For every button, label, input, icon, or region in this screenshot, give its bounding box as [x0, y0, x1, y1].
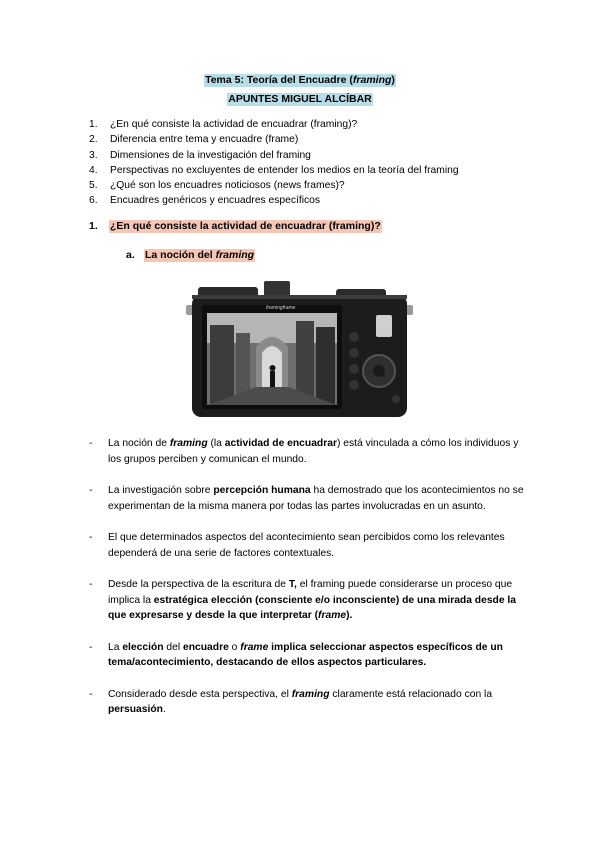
bullet-item: - Desde la perspectiva de la escritura de T, el framing puede considerarse un proceso que implica la estratégica elección (consciente e/o inconsciente) de una mirada desde la que expresarse y desde la que interpretar (frame). [89, 579, 517, 621]
table-of-contents [89, 117, 529, 209]
camera-screen-label: framingframe [266, 305, 296, 311]
bullet-list [89, 436, 525, 718]
section-heading-1: 1. ¿En qué consiste la actividad de encuadrar (framing)? [89, 220, 381, 232]
toc-item: 3. Dimensiones de la investigación del framing [89, 149, 311, 161]
bullet-item: - Considerado desde esta perspectiva, el framing claramente está relacionado con la persuasión. [89, 688, 493, 715]
toc-item: 6. Encuadres genéricos y encuadres específicos [89, 195, 321, 207]
toc-item: 1. ¿En qué consiste la actividad de encuadrar (framing)? [89, 119, 358, 130]
bullet-item: - El que determinados aspectos del acontecimiento sean percibidos como los relevantes dependerá de una serie de factores contextuales. [89, 532, 505, 559]
document-title [0, 70, 600, 108]
title-line-1: Tema 5: Teoría del Encuadre (framing) [205, 74, 395, 86]
bullet-item: - La elección del encuadre o frame implica seleccionar aspectos específicos de un tema/acontecimiento, destacando de ellos aspectos particulares. [89, 641, 503, 668]
camera-image [186, 275, 413, 421]
toc-item: 2. Diferencia entre tema y encuadre (frame) [89, 134, 299, 146]
bullet-item: - La noción de framing (la actividad de encuadrar) está vinculada a cómo los individuos y los grupos perciben y comunican el mundo. [89, 438, 519, 465]
bullet-item: - La investigación sobre percepción humana ha demostrado que los acontecimientos no se experimentan de la misma manera por todas las partes involucradas en un asunto. [89, 485, 524, 512]
title-line-2: APUNTES MIGUEL ALCÍBAR [228, 93, 372, 105]
toc-item: 4. Perspectivas no excluyentes de entender los medios en la teoría del framing [89, 164, 459, 176]
subsection-heading-a: a. La noción del framing [126, 249, 255, 261]
toc-item: 5. ¿Qué son los encuadres noticiosos (news frames)? [89, 180, 345, 192]
